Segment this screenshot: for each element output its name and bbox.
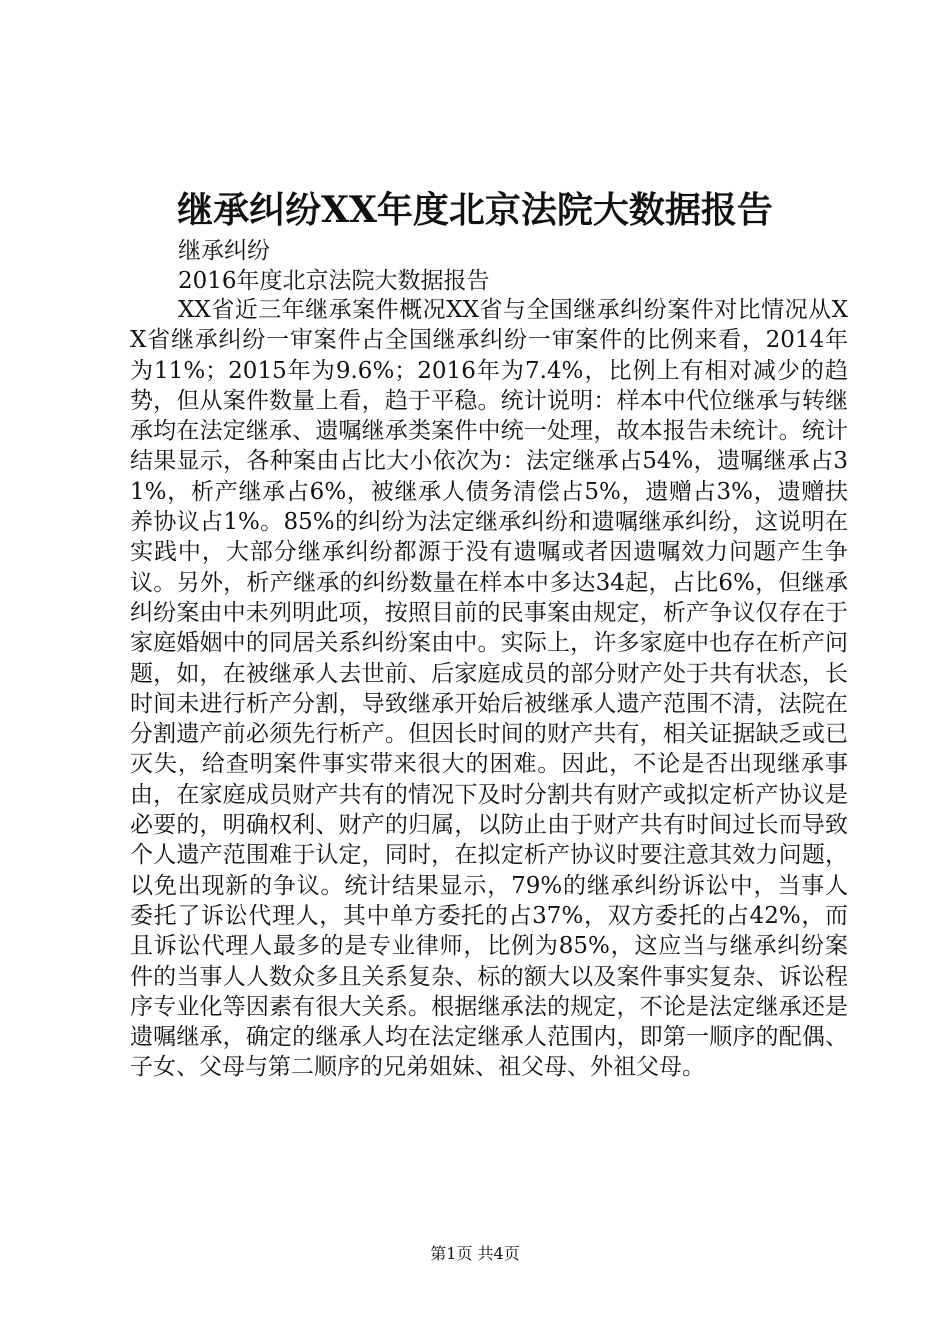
subheading-report-name: 2016年度北京法院大数据报告 (178, 268, 490, 294)
body-paragraph: XX省近三年继承案件概况XX省与全国继承纠纷案件对比情况从XX省继承纠纷一审案件占全国继承纠纷一审案件的比例来看，2014年为11%；2015年为9.6%；2016年为7.4%，比例上有相对减少的趋势，但从案件数量上看，趋于平稳。统计说明：样本中代位继承与转继承均在法定继承、遗嘱继承类案件中统一处理，故本报告未统计。统计结果显示，各种案由占比大小依次为：法定继承占54%，遗嘱继承占31%，析产继承占6%，被继承人债务清偿占5%，遗赠占3%，遗赠扶养协议占1%。85%的纠纷为法定继承纠纷和遗嘱继承纠纷，这说明在实践中，大部分继承纠纷都源于没有遗嘱或者因遗嘱效力问题产生争议。另外，析产继承的纠纷数量在样本中多达34起，占比6%，但继承纠纷案由中未列明此项，按照目前的民事案由规定，析产争议仅存在于家庭婚姻中的同居关系纠纷案由中。实际上，许多家庭中也存在析产问题，如，在被继承人去世前、后家庭成员的部分财产处于共有状态，长时间未进行析产分割，导致继承开始后被继承人遗产范围不清，法院在分割遗产前必须先行析产。但因长时间的财产共有，相关证据缺乏或已灭失，给查明案件事实带来很大的困难。因此，不论是否出现继承事由，在家庭成员财产共有的情况下及时分割共有财产或拟定析产协议是必要的，明确权利、财产的归属，以防止由于财产共有时间过长而导致个人遗产范围难于认定，同时，在拟定析产协议时要注意其效力问题，以免出现新的争议。统计结果显示，79%的继承纠纷诉讼中，当事人委托了诉讼代理人，其中单方委托的占37%，双方委托的占42%，而且诉讼代理人最多的是专业律师，比例为85%，这应当与继承纠纷案件的当事人人数众多且关系复杂、标的额大以及案件事实复杂、诉讼程序专业化等因素有很大关系。根据继承法的规定，不论是法定继承还是遗嘱继承，确定的继承人均在法定继承人范围内，即第一顺序的配偶、子女、父母与第二顺序的兄弟姐妹、祖父母、外祖父母。 (130, 297, 848, 1081)
document-title: 继承纠纷XX年度北京法院大数据报告 (177, 189, 773, 231)
subheading-category: 继承纠纷 (178, 238, 270, 264)
page-number: 第1页 共4页 (430, 1244, 520, 1263)
